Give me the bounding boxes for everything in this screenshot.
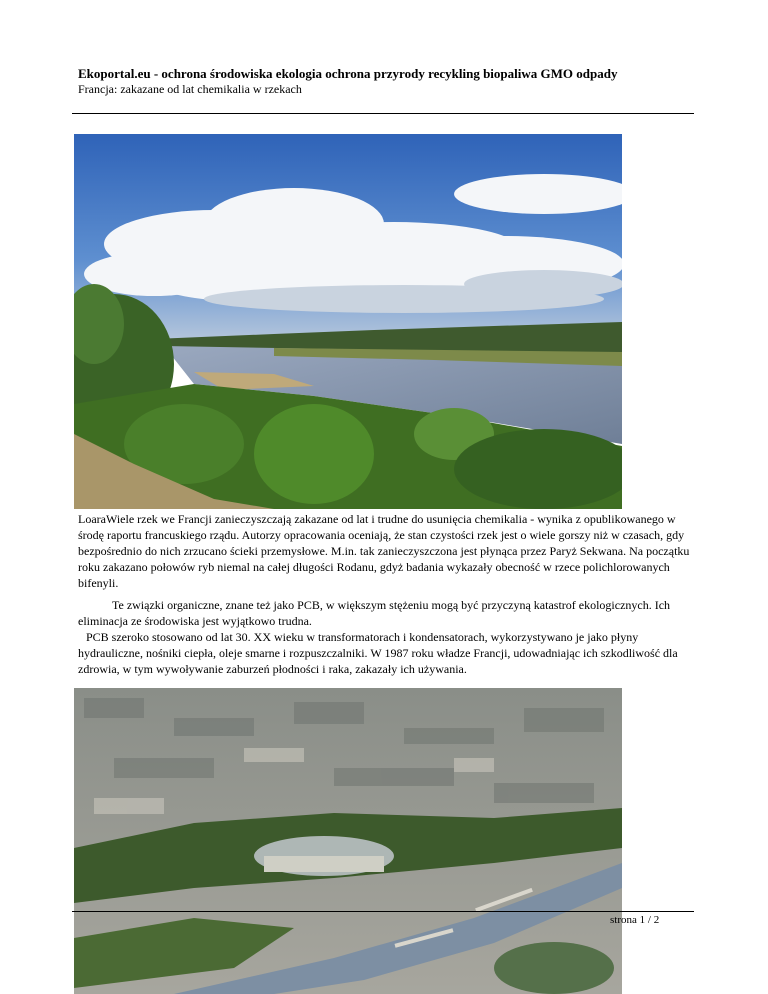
- river-landscape-photo: [74, 134, 622, 509]
- header-divider: [72, 113, 694, 114]
- page-subtitle: Francja: zakazane od lat chemikalia w rzekach: [78, 82, 302, 96]
- page-number: strona 1 / 2: [610, 914, 660, 926]
- paris-aerial-photo: [74, 688, 622, 994]
- footer-divider: [72, 911, 694, 912]
- article-paragraph: PCB szeroko stosowano od lat 30. XX wieku w transformatorach i kondensatorach, wykorzystywano je jako płyny hydrauliczne, nośniki ciepła, oleje smarne i rozpuszczalniki. W 1987 roku władze Francji, udowadniając ich szkodliwość dla zdrowia, w tym wywoływanie zaburzeń płodności i raka, zakazały ich używania.: [78, 630, 678, 676]
- article-paragraph: Te związki organiczne, znane też jako PCB, w większym stężeniu mogą być przyczyną katastrof ekologicznych. Ich eliminacja ze środowiska jest wyjątkowo trudna.: [78, 598, 671, 628]
- photo-caption: LoaraWiele rzek we Francji zanieczyszczają zakazane od lat i trudne do usunięcia chemikalia - wynika z opublikowanego w środę raportu francuskiego rządu. Autorzy opracowania oceniają, że stan czystości rzek jest o wiele gorszy niż w czasach, gdy bezpośrednio do nich zrzucano ścieki przemysłowe. M.in. tak zanieczyszczona jest płynąca przez Paryż Sekwana. Na początku roku zakazano połowów ryb niemal na całej długości Rodanu, gdyż badania wykazały obecność w rzece polichlorowanych bifenyli.: [78, 512, 690, 590]
- page-title: Ekoportal.eu - ochrona środowiska ekologia ochrona przyrody recykling biopaliwa GMO odpady: [78, 66, 618, 81]
